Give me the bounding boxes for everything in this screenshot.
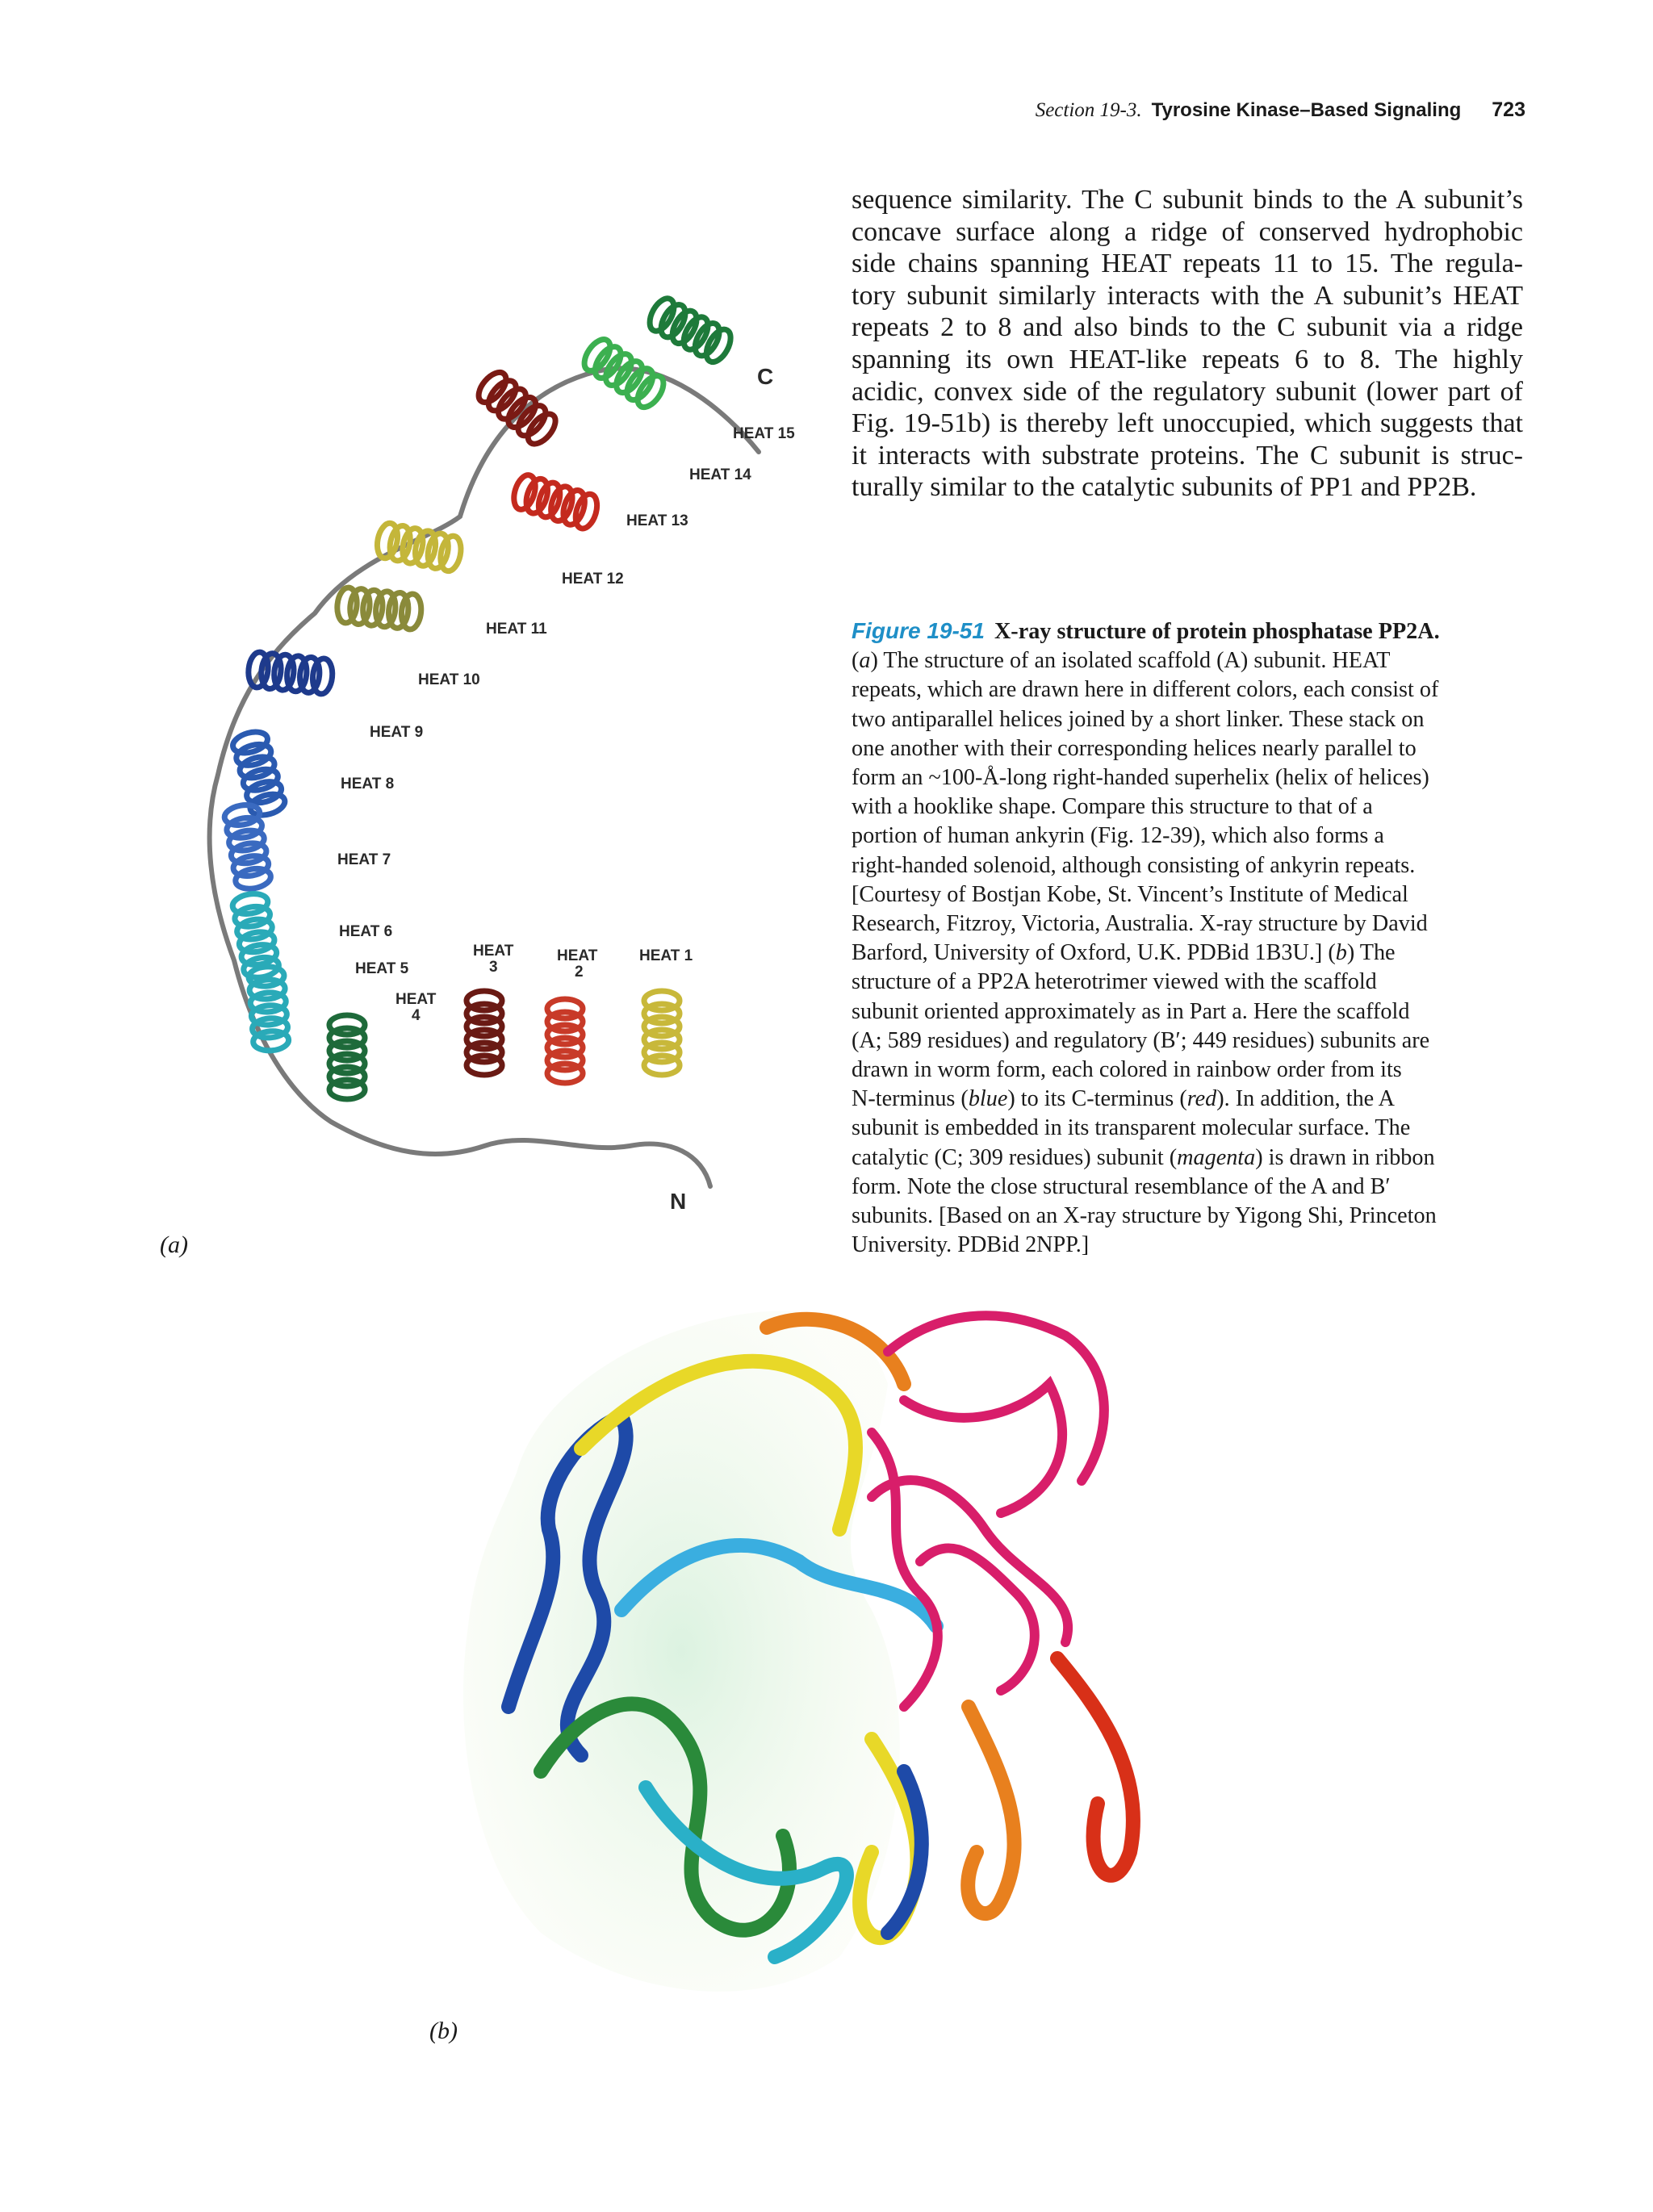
figure-label: Figure 19-51 [852, 618, 985, 643]
caption-line: two antiparallel helices joined by a short linker. These stack on [852, 706, 1425, 732]
heat10-helix [336, 587, 423, 630]
part-a-label: (a) [160, 1231, 188, 1258]
helix-turn [234, 866, 272, 891]
heat-6-label: HEAT 6 [339, 923, 393, 940]
c-terminus-label: C [757, 364, 774, 389]
magenta-ribbon-segment [888, 1315, 1104, 1481]
part-b-label: (b) [429, 2018, 458, 2044]
body-line: side chains spanning HEAT repeats 11 to 15. The regula- [852, 249, 1523, 279]
figure-title: X-ray structure of protein phosphatase PP2A. [994, 619, 1440, 644]
caption-text: The [1359, 940, 1396, 966]
heat-3-number: 3 [489, 959, 498, 976]
heat2-helix [547, 999, 583, 1083]
caption-line: drawn in worm form, each colored in rainbow order from its [852, 1057, 1402, 1083]
caption-text: ). In addition, the A [1216, 1086, 1396, 1112]
helix-turn [571, 491, 601, 531]
caption-italic: magenta [1177, 1144, 1256, 1170]
caption-line: subunit is embedded in its transparent molecular surface. The [852, 1115, 1411, 1141]
heat-14-label: HEAT 14 [689, 466, 751, 483]
page-number: 723 [1492, 98, 1525, 121]
caption-text: catalytic (C; 309 residues) subunit ( [852, 1144, 1178, 1170]
heat-7-label: HEAT 7 [337, 851, 391, 868]
caption-line: portion of human ankyrin (Fig. 12-39), which also forms a [852, 823, 1384, 849]
heat11-helix [375, 521, 464, 573]
heat15-helix [645, 295, 735, 366]
helix-turn [400, 593, 422, 630]
running-header [952, 98, 1525, 134]
body-line: concave surface along a ridge of conserved hydrophobic [852, 216, 1523, 247]
body-line: Fig. 19-51b) is thereby left unoccupied, which suggests that [852, 408, 1523, 439]
figure-a-scaffold-structure [145, 250, 839, 1259]
part-ref-a: a [859, 648, 871, 674]
caption-italic: blue [968, 1086, 1008, 1112]
body-line: turally similar to the catalytic subunits of PP1 and PP2B. [852, 472, 1477, 503]
heat-11-label: HEAT 11 [486, 621, 547, 638]
section-title: Tyrosine Kinase–Based Signaling [1151, 99, 1462, 121]
caption-text: ) to its C-terminus ( [1007, 1086, 1187, 1112]
helix-turn [253, 1030, 290, 1052]
heat1-helix [644, 991, 680, 1075]
heat-10-label: HEAT 10 [418, 671, 480, 688]
figure-caption [852, 617, 1523, 1260]
heat3-helix [467, 991, 502, 1075]
heat12-helix [510, 472, 601, 531]
helix-turn [329, 1080, 365, 1099]
section-number: Section 19-3. [1035, 99, 1142, 121]
helix-turn [437, 534, 463, 573]
caption-line: structure of a PP2A heterotrimer viewed with the scaffold [852, 969, 1377, 995]
helix-coils [223, 295, 735, 1099]
heat14-helix [580, 335, 669, 412]
red-worm [1057, 1658, 1133, 1875]
n-terminus-label: N [670, 1189, 687, 1214]
heat-4-number: 4 [412, 1007, 421, 1024]
caption-line: Research, Fitzroy, Victoria, Australia. X-ray structure by David [852, 911, 1428, 937]
heat-3-label: HEAT [473, 943, 514, 960]
body-line: spanning its own HEAT-like repeats 6 to 8. The highly [852, 344, 1523, 374]
body-line: it interacts with substrate proteins. The C subunit is struc- [852, 440, 1523, 470]
caption-line [852, 1144, 1523, 1173]
heat4-helix [329, 1015, 365, 1099]
magenta-ribbon-segment [904, 1384, 1062, 1513]
heat13-helix [474, 367, 561, 449]
heat-8-label: HEAT 8 [341, 776, 395, 792]
caption-text: The structure of an isolated scaffold (A) subunit. HEAT [883, 648, 1391, 674]
orange2-worm [968, 1707, 1014, 1913]
caption-line: repeats, which are drawn here in different colors, each consist of [852, 677, 1439, 703]
body-line: repeats 2 to 8 and also binds to the C subunit via a ridge [852, 312, 1523, 343]
caption-text: N-terminus ( [852, 1086, 969, 1112]
heat9-helix [247, 651, 334, 695]
caption-line: University. PDBid 2NPP.] [852, 1232, 1090, 1258]
heat-15-label: HEAT 15 [733, 425, 795, 442]
helix-turn [547, 1064, 583, 1083]
body-line: sequence similarity. The C subunit binds to the A subunit’s [852, 185, 1523, 215]
heat-labels [337, 364, 795, 1214]
body-paragraph [852, 184, 1523, 504]
figure-b-heterotrimer-structure [420, 1287, 1235, 2013]
caption-text: Barford, University of Oxford, U.K. PDBid 1B3U.] [852, 940, 1323, 966]
caption-line [852, 1085, 1523, 1114]
heat-1-label: HEAT 1 [639, 947, 693, 964]
caption-heading [852, 617, 1523, 646]
heat-13-label: HEAT 13 [626, 512, 688, 529]
helix-turn [467, 1056, 502, 1075]
caption-text: ) is drawn in ribbon [1255, 1144, 1435, 1170]
caption-line: one another with their corresponding helices nearly parallel to [852, 735, 1417, 761]
caption-line: form an ~100-Å-long right-handed superhelix (helix of helices) [852, 765, 1429, 791]
caption-line: subunits. [Based on an X-ray structure by Yigong Shi, Princeton [852, 1203, 1437, 1229]
heat-2-label: HEAT [557, 947, 598, 964]
helix-turn [644, 1056, 680, 1075]
caption-line: form. Note the close structural resemblance of the A and B′ [852, 1173, 1391, 1199]
part-ref-b: b [1335, 940, 1347, 966]
caption-italic: red [1186, 1086, 1217, 1112]
caption-line: with a hooklike shape. Compare this structure to that of a [852, 794, 1373, 820]
caption-line: (A; 589 residues) and regulatory (B′; 449 residues) subunits are [852, 1027, 1430, 1053]
caption-line: right-handed solenoid, although consisting of ankyrin repeats. [852, 852, 1416, 878]
caption-line: [Courtesy of Bostjan Kobe, St. Vincent’s Institute of Medical [852, 881, 1408, 907]
caption-line: Barford, University of Oxford, U.K. PDBid 1B3U.] (b) The [852, 940, 1396, 966]
heat-12-label: HEAT 12 [562, 571, 624, 587]
heat-9-label: HEAT 9 [370, 724, 424, 741]
caption-line: (a) The structure of an isolated scaffold (A) subunit. HEAT [852, 648, 1391, 674]
body-line: acidic, convex side of the regulatory subunit (lower part of [852, 376, 1523, 407]
heat-5-label: HEAT 5 [355, 960, 409, 977]
helix-turn [311, 658, 333, 695]
heat-4-label: HEAT [395, 991, 437, 1008]
heat-2-number: 2 [575, 964, 584, 981]
body-line: tory subunit similarly interacts with the A subunit’s HEAT [852, 280, 1523, 311]
caption-line: subunit oriented approximately as in Part a. Here the scaffold [852, 998, 1410, 1024]
